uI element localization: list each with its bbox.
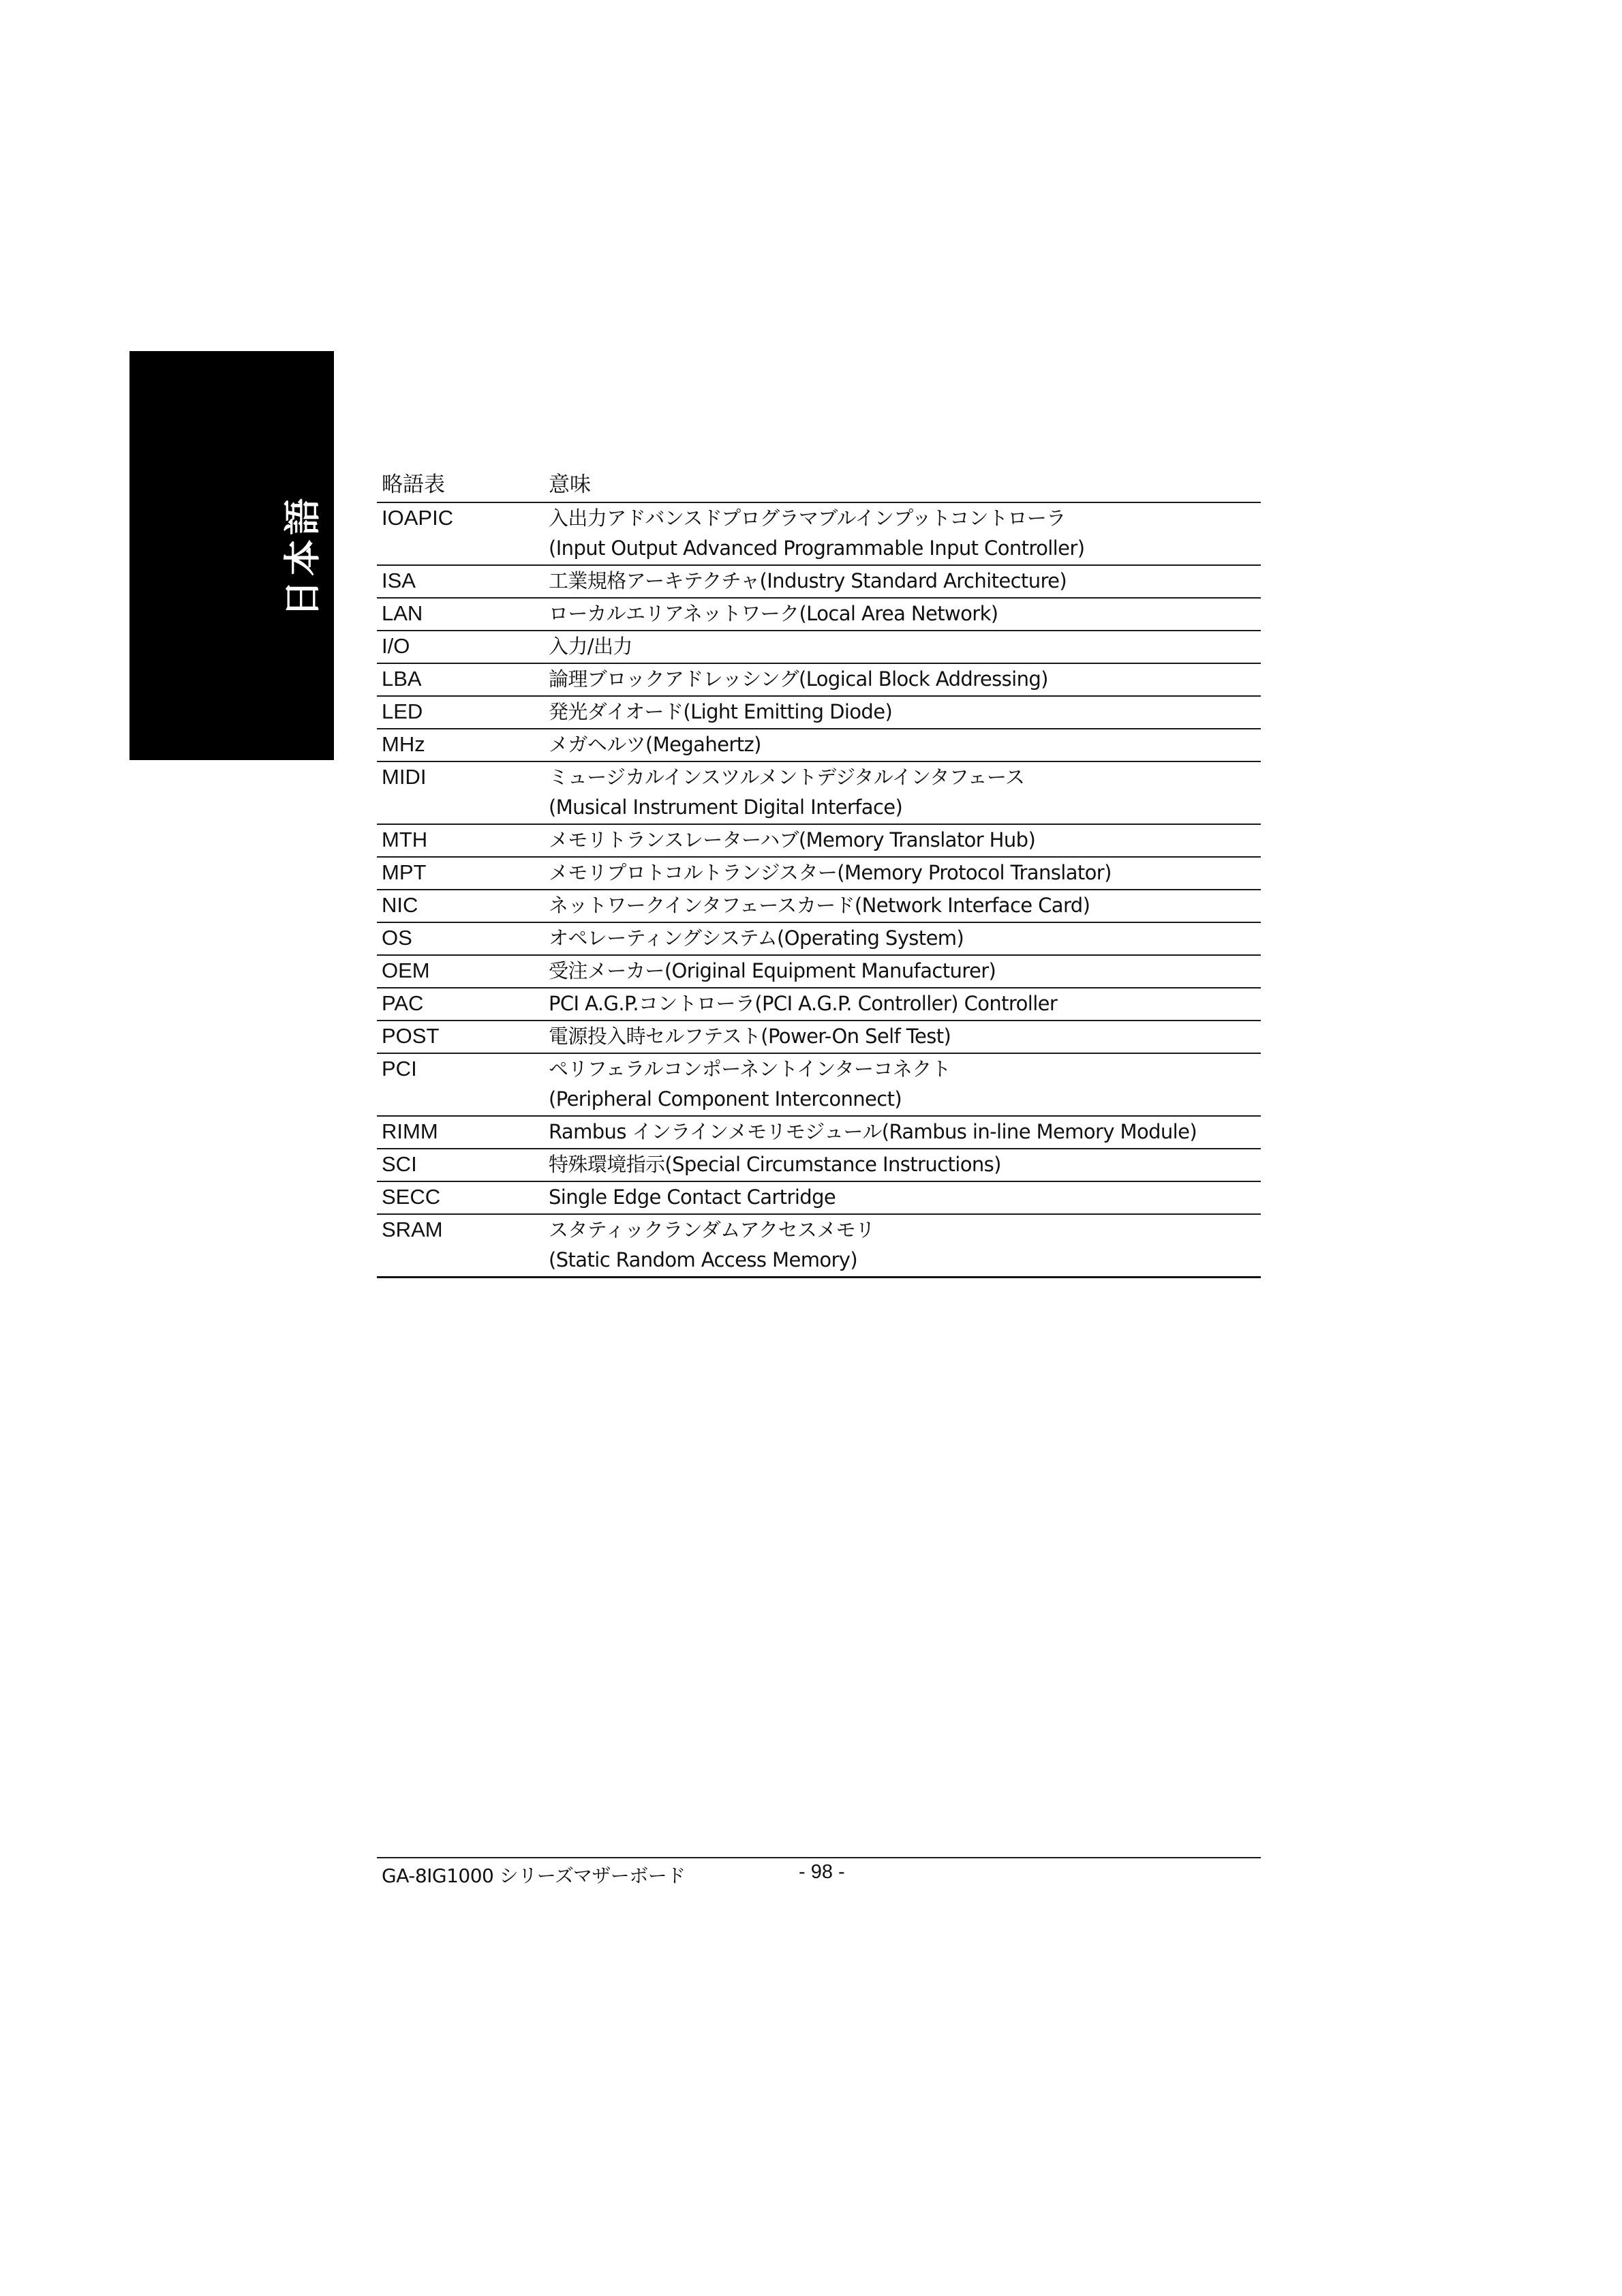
abbreviation-cell: OS — [377, 922, 544, 955]
meaning-line: Single Edge Contact Cartridge — [549, 1185, 836, 1209]
meaning-line: 発光ダイオード(Light Emitting Diode) — [549, 700, 893, 723]
meaning-cell — [544, 631, 1261, 663]
abbreviation-cell: ISA — [377, 565, 544, 598]
meaning-cell — [544, 696, 1261, 729]
meaning-line: メガヘルツ(Megahertz) — [549, 733, 761, 756]
abbreviation-glossary-table — [377, 469, 1261, 1278]
meaning-line: 特殊環境指示(Special Circumstance Instructions) — [549, 1153, 1001, 1176]
table-row — [377, 729, 1261, 761]
table-row — [377, 955, 1261, 988]
meaning-cell — [544, 955, 1261, 988]
meaning-line: メモリトランスレーターハブ(Memory Translator Hub) — [549, 828, 1036, 851]
abbreviation-cell: OEM — [377, 955, 544, 988]
glossary-body — [377, 502, 1261, 1278]
footer-divider — [377, 1857, 1261, 1858]
meaning-line: 電源投入時セルフテスト(Power-On Self Test) — [549, 1025, 951, 1048]
abbreviation-cell: LBA — [377, 663, 544, 696]
table-row — [377, 857, 1261, 890]
meaning-line: Rambus インラインメモリモジュール(Rambus in-line Memory Module) — [549, 1120, 1197, 1143]
abbreviation-cell: NIC — [377, 890, 544, 922]
table-row — [377, 988, 1261, 1021]
table-row — [377, 1053, 1261, 1116]
table-row — [377, 1214, 1261, 1278]
abbreviation-cell: POST — [377, 1021, 544, 1053]
abbreviation-column-header: 略語表 — [377, 469, 544, 502]
meaning-cell — [544, 890, 1261, 922]
abbreviation-cell: IOAPIC — [377, 502, 544, 565]
abbreviation-cell: SCI — [377, 1149, 544, 1181]
meaning-line: ローカルエリアネットワーク(Local Area Network) — [549, 602, 998, 625]
meaning-cell — [544, 663, 1261, 696]
glossary-header-row — [377, 469, 1261, 502]
table-row — [377, 1021, 1261, 1053]
meaning-line: ペリフェラルコンポーネントインターコネクト — [549, 1057, 951, 1081]
abbreviation-cell: MHz — [377, 729, 544, 761]
table-row — [377, 502, 1261, 565]
abbreviation-cell: PAC — [377, 988, 544, 1021]
meaning-line: メモリプロトコルトランジスター(Memory Protocol Translator) — [549, 861, 1112, 884]
meaning-line: (Static Random Access Memory) — [549, 1248, 858, 1271]
meaning-line: (Musical Instrument Digital Interface) — [549, 796, 903, 819]
meaning-cell — [544, 729, 1261, 761]
meaning-line: ミュージカルインスツルメントデジタルインタフェース — [549, 766, 1025, 789]
abbreviation-cell: MTH — [377, 824, 544, 857]
language-tab-label: 日本語 — [281, 494, 324, 617]
meaning-cell — [544, 761, 1261, 824]
table-row — [377, 1181, 1261, 1214]
meaning-line: オペレーティングシステム(Operating System) — [549, 926, 964, 950]
meaning-cell — [544, 988, 1261, 1021]
abbreviation-cell: SECC — [377, 1181, 544, 1214]
abbreviation-cell: RIMM — [377, 1116, 544, 1149]
meaning-line: スタティックランダムアクセスメモリ — [549, 1218, 875, 1241]
meaning-cell — [544, 1181, 1261, 1214]
abbreviation-cell: MPT — [377, 857, 544, 890]
table-row — [377, 761, 1261, 824]
meaning-line: ネットワークインタフェースカード(Network Interface Card) — [549, 894, 1090, 917]
meaning-line: 入出力アドバンスドプログラマブルインプットコントローラ — [549, 507, 1066, 530]
table-row — [377, 565, 1261, 598]
meaning-cell — [544, 502, 1261, 565]
meaning-column-header: 意味 — [544, 469, 1261, 502]
meaning-cell — [544, 1116, 1261, 1149]
table-row — [377, 663, 1261, 696]
meaning-line: (Peripheral Component Interconnect) — [549, 1087, 902, 1111]
table-row — [377, 598, 1261, 631]
abbreviation-cell: LED — [377, 696, 544, 729]
meaning-line: 工業規格アーキテクチャ(Industry Standard Architecture) — [549, 569, 1067, 592]
meaning-line: 論理ブロックアドレッシング(Logical Block Addressing) — [549, 667, 1048, 691]
table-row — [377, 922, 1261, 955]
abbreviation-cell: I/O — [377, 631, 544, 663]
meaning-cell — [544, 922, 1261, 955]
meaning-line: 受注メーカー(Original Equipment Manufacturer) — [549, 959, 996, 982]
meaning-line: PCI A.G.P.コントローラ(PCI A.G.P. Controller) Controller — [549, 992, 1058, 1015]
meaning-cell — [544, 857, 1261, 890]
meaning-cell — [544, 565, 1261, 598]
meaning-cell — [544, 1214, 1261, 1278]
table-row — [377, 890, 1261, 922]
meaning-cell — [544, 1053, 1261, 1116]
meaning-cell — [544, 1149, 1261, 1181]
table-row — [377, 1116, 1261, 1149]
footer-page-number: - 98 - — [799, 1861, 845, 1883]
meaning-line: (Input Output Advanced Programmable Input Controller) — [549, 537, 1085, 560]
abbreviation-cell: LAN — [377, 598, 544, 631]
meaning-line: 入力/出力 — [549, 635, 632, 658]
table-row — [377, 696, 1261, 729]
meaning-cell — [544, 598, 1261, 631]
abbreviation-cell: PCI — [377, 1053, 544, 1116]
abbreviation-cell: MIDI — [377, 761, 544, 824]
meaning-cell — [544, 1021, 1261, 1053]
abbreviation-cell: SRAM — [377, 1214, 544, 1278]
meaning-cell — [544, 824, 1261, 857]
table-row — [377, 631, 1261, 663]
table-row — [377, 1149, 1261, 1181]
table-row — [377, 824, 1261, 857]
footer-model-name: GA-8IG1000 シリーズマザーボード — [382, 1864, 686, 1887]
